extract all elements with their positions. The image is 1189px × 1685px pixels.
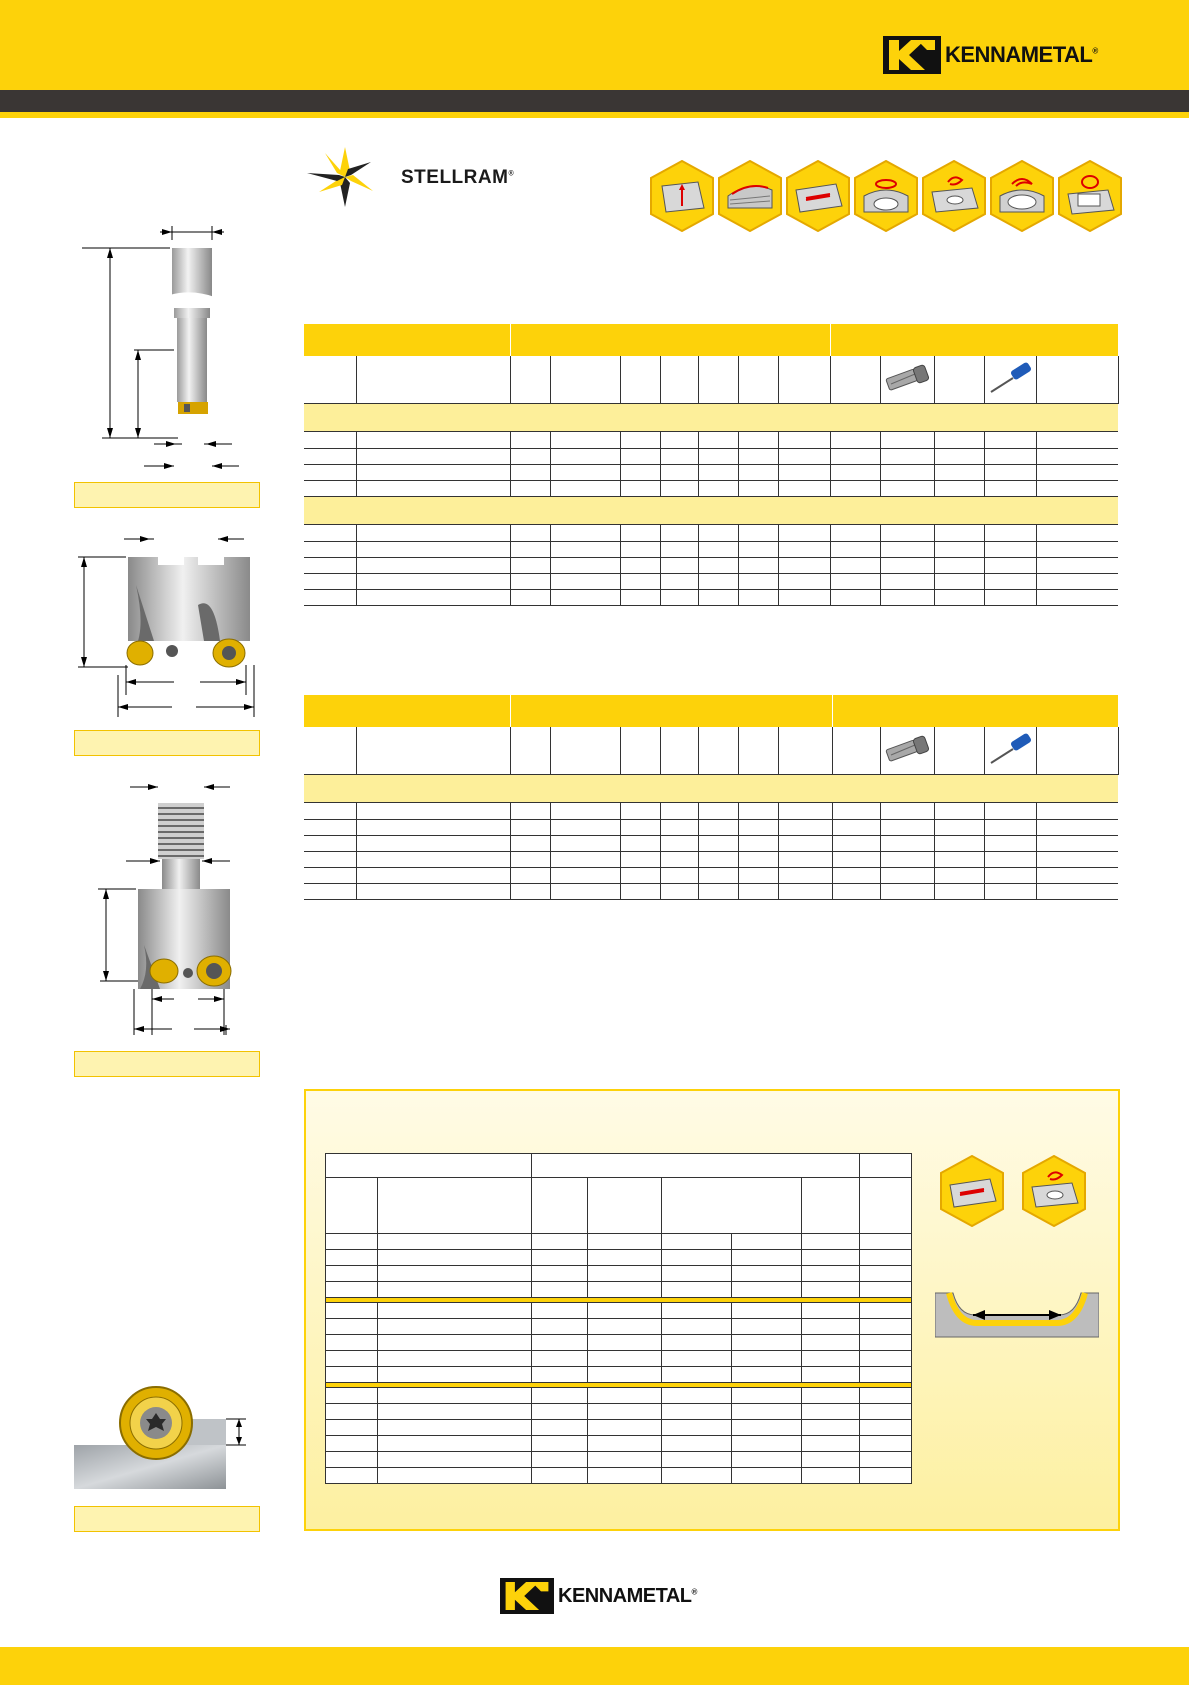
kennametal-k-icon xyxy=(500,1578,554,1614)
table-row xyxy=(326,1367,912,1383)
table-row xyxy=(326,1234,912,1250)
plunge-icon xyxy=(786,160,850,232)
table-row xyxy=(304,464,1118,480)
table-row xyxy=(304,541,1118,557)
insert-depth-of-cut-image xyxy=(74,1385,264,1493)
table-row xyxy=(326,1319,912,1335)
table-row xyxy=(304,883,1118,899)
screw-on-table xyxy=(304,695,1119,900)
face-milling-icon xyxy=(650,160,714,232)
registered-mark: ® xyxy=(691,1586,697,1596)
torx-screwdriver-icon xyxy=(985,729,1035,769)
table-row xyxy=(304,589,1118,605)
table-row xyxy=(326,1351,912,1367)
cutting-data-table xyxy=(325,1153,912,1484)
table-row xyxy=(326,1404,912,1420)
table-row xyxy=(304,557,1118,573)
table-row xyxy=(304,573,1118,589)
table-subheader-row xyxy=(304,356,1118,403)
brand-name: KENNAMETAL xyxy=(945,42,1093,67)
end-mill-table xyxy=(304,324,1119,606)
table-row xyxy=(304,851,1118,867)
screw-on-cutter-caption xyxy=(74,1051,260,1077)
table-row xyxy=(304,448,1118,464)
screw-image-cell xyxy=(880,356,934,403)
table-subheader-row xyxy=(326,1178,912,1234)
circular-interpolation-icon xyxy=(922,160,986,232)
table-row xyxy=(304,802,1118,819)
stellram-star-icon xyxy=(305,145,395,210)
screwdriver-image-cell xyxy=(984,356,1036,403)
kennametal-k-icon xyxy=(883,36,941,74)
insert-screw-icon xyxy=(881,729,933,769)
slotting-icon xyxy=(1058,160,1122,232)
table-row xyxy=(326,1388,912,1404)
header-cell-ordering xyxy=(304,324,510,356)
ramping-icon xyxy=(718,160,782,232)
table-row xyxy=(326,1468,912,1484)
kennametal-logo-footer xyxy=(500,1578,697,1614)
table-row xyxy=(304,867,1118,883)
table-row xyxy=(304,480,1118,496)
insert-screw-icon xyxy=(881,358,933,398)
table-row xyxy=(304,524,1118,541)
table-row xyxy=(326,1436,912,1452)
table-row xyxy=(304,835,1118,851)
table-row xyxy=(304,819,1118,835)
insert-caption xyxy=(74,1506,260,1532)
table-row xyxy=(326,1420,912,1436)
table-group-row xyxy=(304,774,1118,802)
table-header-row xyxy=(304,324,1118,356)
table-row xyxy=(326,1452,912,1468)
shell-mill-drawing xyxy=(74,525,264,725)
stellram-registered: ® xyxy=(508,170,515,178)
pocket-width-diagram xyxy=(935,1285,1099,1339)
table-row xyxy=(326,1303,912,1319)
footer-band xyxy=(0,1647,1189,1685)
header-dark-band xyxy=(0,90,1189,112)
table-row xyxy=(326,1250,912,1266)
end-mill-caption xyxy=(74,482,260,508)
registered-mark: ® xyxy=(1092,46,1098,56)
table-group-row xyxy=(304,496,1118,524)
pocketing-icon xyxy=(990,160,1054,232)
header-cell-spare-parts xyxy=(830,324,1118,356)
table-header-row xyxy=(304,695,1118,727)
table-row xyxy=(326,1282,912,1298)
table-row xyxy=(326,1335,912,1351)
header-thin-band xyxy=(0,112,1189,118)
brand-name: KENNAMETAL xyxy=(558,1584,692,1607)
stellram-logo xyxy=(305,145,514,210)
stellram-name: STELLRAM xyxy=(401,166,509,188)
screw-on-cutter-drawing xyxy=(74,775,264,1035)
table-header-row xyxy=(326,1154,912,1178)
table-group-row xyxy=(304,403,1118,431)
end-mill-drawing xyxy=(74,220,264,480)
kennametal-logo-header xyxy=(883,36,1098,74)
table-row xyxy=(326,1266,912,1282)
helical-interpolation-icon xyxy=(854,160,918,232)
shell-mill-caption xyxy=(74,730,260,756)
header-cell-dimensions xyxy=(510,324,830,356)
table-row xyxy=(304,431,1118,448)
table-subheader-row xyxy=(304,727,1118,774)
torx-screwdriver-icon xyxy=(985,358,1035,398)
operation-icons xyxy=(650,160,1122,232)
circular-interpolation-icon xyxy=(1022,1155,1086,1227)
plunge-icon xyxy=(940,1155,1004,1227)
